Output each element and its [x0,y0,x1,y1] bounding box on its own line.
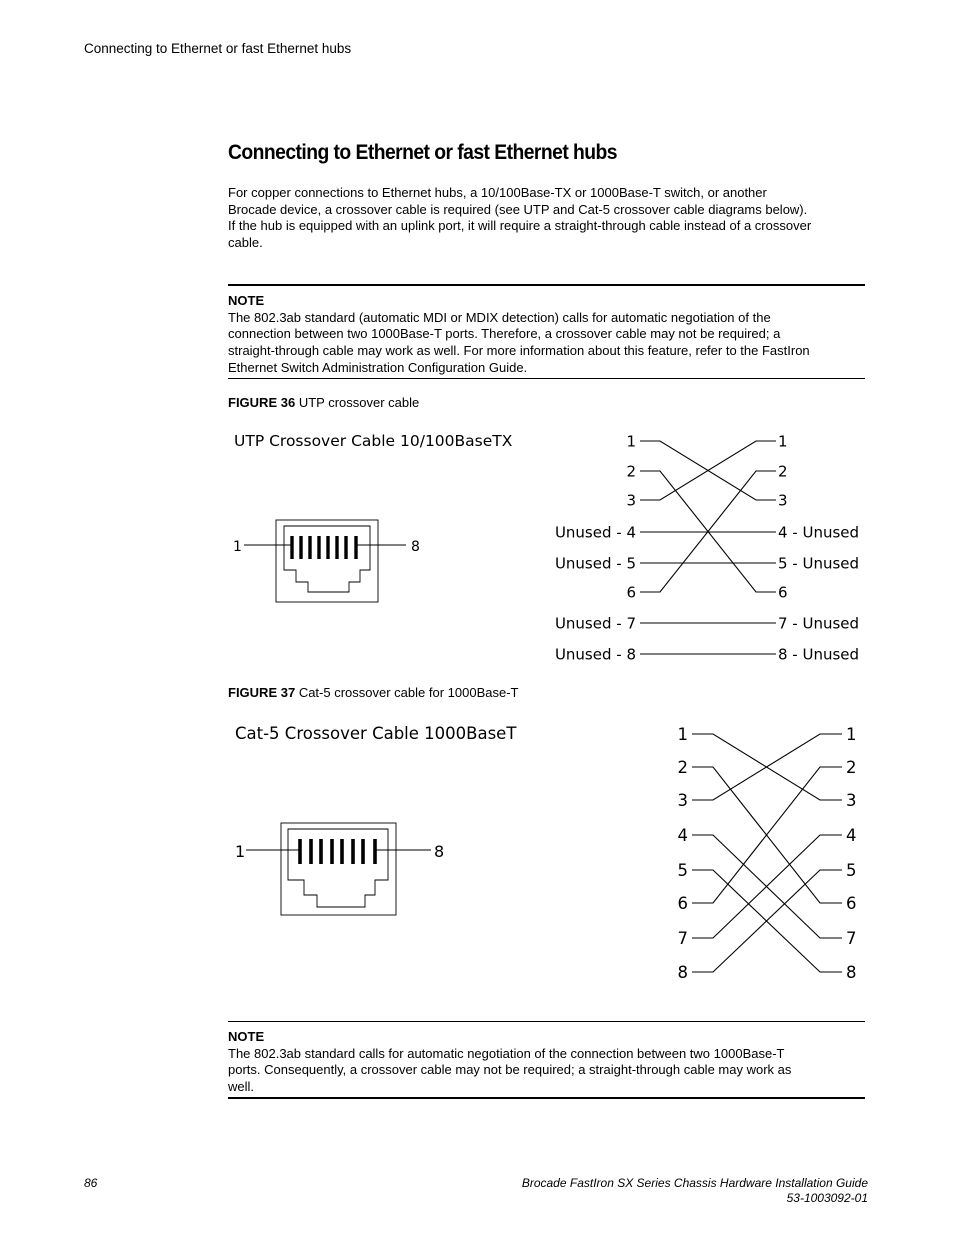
fig37-left-pin-label: 4 [677,825,688,845]
fig37-right-pin-label: 5 [846,860,857,880]
figure37-wires [692,734,842,972]
fig37-left-pin-label: 6 [677,893,688,913]
figure36-left-pins [555,432,636,663]
note2 [228,1029,865,1096]
fig36-left-pin-label: 2 [626,462,636,481]
fig37-left-pin-label: 8 [677,962,688,982]
intro-line: If the hub is equipped with an uplink port, it will require a straight-through cable instead of a crossover [228,218,812,234]
fig37-wire [692,870,842,972]
figure37-number: FIGURE 37 [228,685,296,700]
fig36-right-pin-label: 5 - Unused [778,554,860,573]
figure37-jack-label-right: 8 [434,842,445,861]
figure36-jack-label-right: 8 [411,539,420,555]
figure37-caption [228,685,518,700]
note2-top-rule [228,1021,865,1022]
intro-paragraph [228,185,864,251]
fig37-right-pin-label: 7 [846,928,857,948]
figure37-left-pins [678,725,689,982]
fig36-right-pin-label: 4 - Unused [778,523,860,542]
note1-bottom-rule [228,378,865,379]
intro-line: cable. [228,234,263,250]
footer-guide [522,1176,868,1205]
fig37-wire [692,835,842,938]
fig37-right-pin-label: 4 [846,825,857,845]
fig37-left-pin-label: 1 [677,724,688,744]
figure36-right-pins [778,432,859,663]
figure37-right-pins [846,725,857,982]
figure36-jack-label-left: 1 [233,539,242,555]
note2-line: well. [228,1079,255,1095]
intro-line: For copper connections to Ethernet hubs, a 10/100Base-TX or 1000Base-T switch, or another [228,185,767,200]
fig37-left-pin-label: 7 [677,928,688,948]
figure37-diagram-title: Cat-5 Crossover Cable 1000BaseT [235,724,517,743]
fig36-wire [640,441,776,500]
rj45-jack-icon [246,823,431,915]
fig36-left-pin-label: 6 [626,583,636,602]
fig36-left-pin-label: Unused - 4 [554,523,636,542]
note1-line: The 802.3ab standard (automatic MDI or MDIX detection) calls for automatic negotiation of the [228,309,771,325]
fig37-right-pin-label: 1 [846,724,857,744]
fig37-left-pin-label: 5 [677,860,688,880]
fig36-wire [640,471,776,592]
fig37-left-pin-label: 3 [677,790,688,810]
footer-page-number: 86 [84,1176,98,1190]
fig37-wire [692,870,842,972]
fig37-right-pin-label: 3 [846,790,857,810]
fig37-wire [692,734,842,800]
intro-line: Brocade device, a crossover cable is required (see UTP and Cat-5 crossover cable diagrams below). [228,201,808,217]
fig36-left-pin-label: Unused - 5 [554,554,636,573]
footer-guide-title: Brocade FastIron SX Series Chassis Hardware Installation Guide [521,1176,868,1190]
note1-label: NOTE [228,293,265,308]
fig36-right-pin-label: 2 [778,462,788,481]
fig36-left-pin-label: 1 [626,432,636,451]
fig36-right-pin-label: 6 [778,583,788,602]
note1-line: straight-through cable may work as well. For more information about this feature, refer to the FastIron [228,343,810,359]
footer-doc-number: 53-1003092-01 [786,1190,868,1205]
note1-top-rule [228,284,865,286]
note2-bottom-rule [228,1097,865,1099]
fig37-wire [692,835,842,938]
fig36-wire [640,441,776,500]
figure37-jack-label-left: 1 [235,842,246,861]
section-title: Connecting to Ethernet or fast Ethernet hubs [228,141,617,164]
figure36-caption [228,395,419,410]
fig36-left-pin-label: 3 [626,491,636,510]
note2-line: ports. Consequently, a crossover cable may not be required; a straight-through cable may work as [228,1062,792,1078]
fig37-wire [692,734,842,800]
rj45-jack-icon [244,520,406,602]
running-header: Connecting to Ethernet or fast Ethernet hubs [84,41,352,56]
figure36-wires [640,441,776,654]
fig37-right-pin-label: 8 [846,962,857,982]
figure36-caption-text: UTP crossover cable [298,395,420,410]
fig37-left-pin-label: 2 [677,757,688,777]
fig36-right-pin-label: 8 - Unused [778,645,860,664]
note2-label: NOTE [228,1029,265,1044]
fig37-wire [692,767,842,903]
fig36-right-pin-label: 1 [778,432,788,451]
fig36-wire [640,471,776,592]
fig36-right-pin-label: 7 - Unused [778,614,860,633]
fig37-right-pin-label: 6 [846,893,857,913]
fig37-right-pin-label: 2 [846,757,857,777]
note2-line: The 802.3ab standard calls for automatic negotiation of the connection between two 1000Base-T [228,1045,785,1061]
note1-line: Ethernet Switch Administration Configuration Guide. [228,359,528,375]
fig36-right-pin-label: 3 [778,491,788,510]
fig36-left-pin-label: Unused - 8 [554,645,636,664]
note1 [228,293,865,377]
fig36-left-pin-label: Unused - 7 [554,614,636,633]
fig37-wire [692,767,842,903]
figure36-diagram-title: UTP Crossover Cable 10/100BaseTX [234,432,513,450]
figure36-number: FIGURE 36 [228,395,296,410]
note1-line: connection between two 1000Base-T ports. Therefore, a crossover cable may not be required; a [228,326,781,342]
figure37-caption-text: Cat-5 crossover cable for 1000Base-T [298,685,519,700]
